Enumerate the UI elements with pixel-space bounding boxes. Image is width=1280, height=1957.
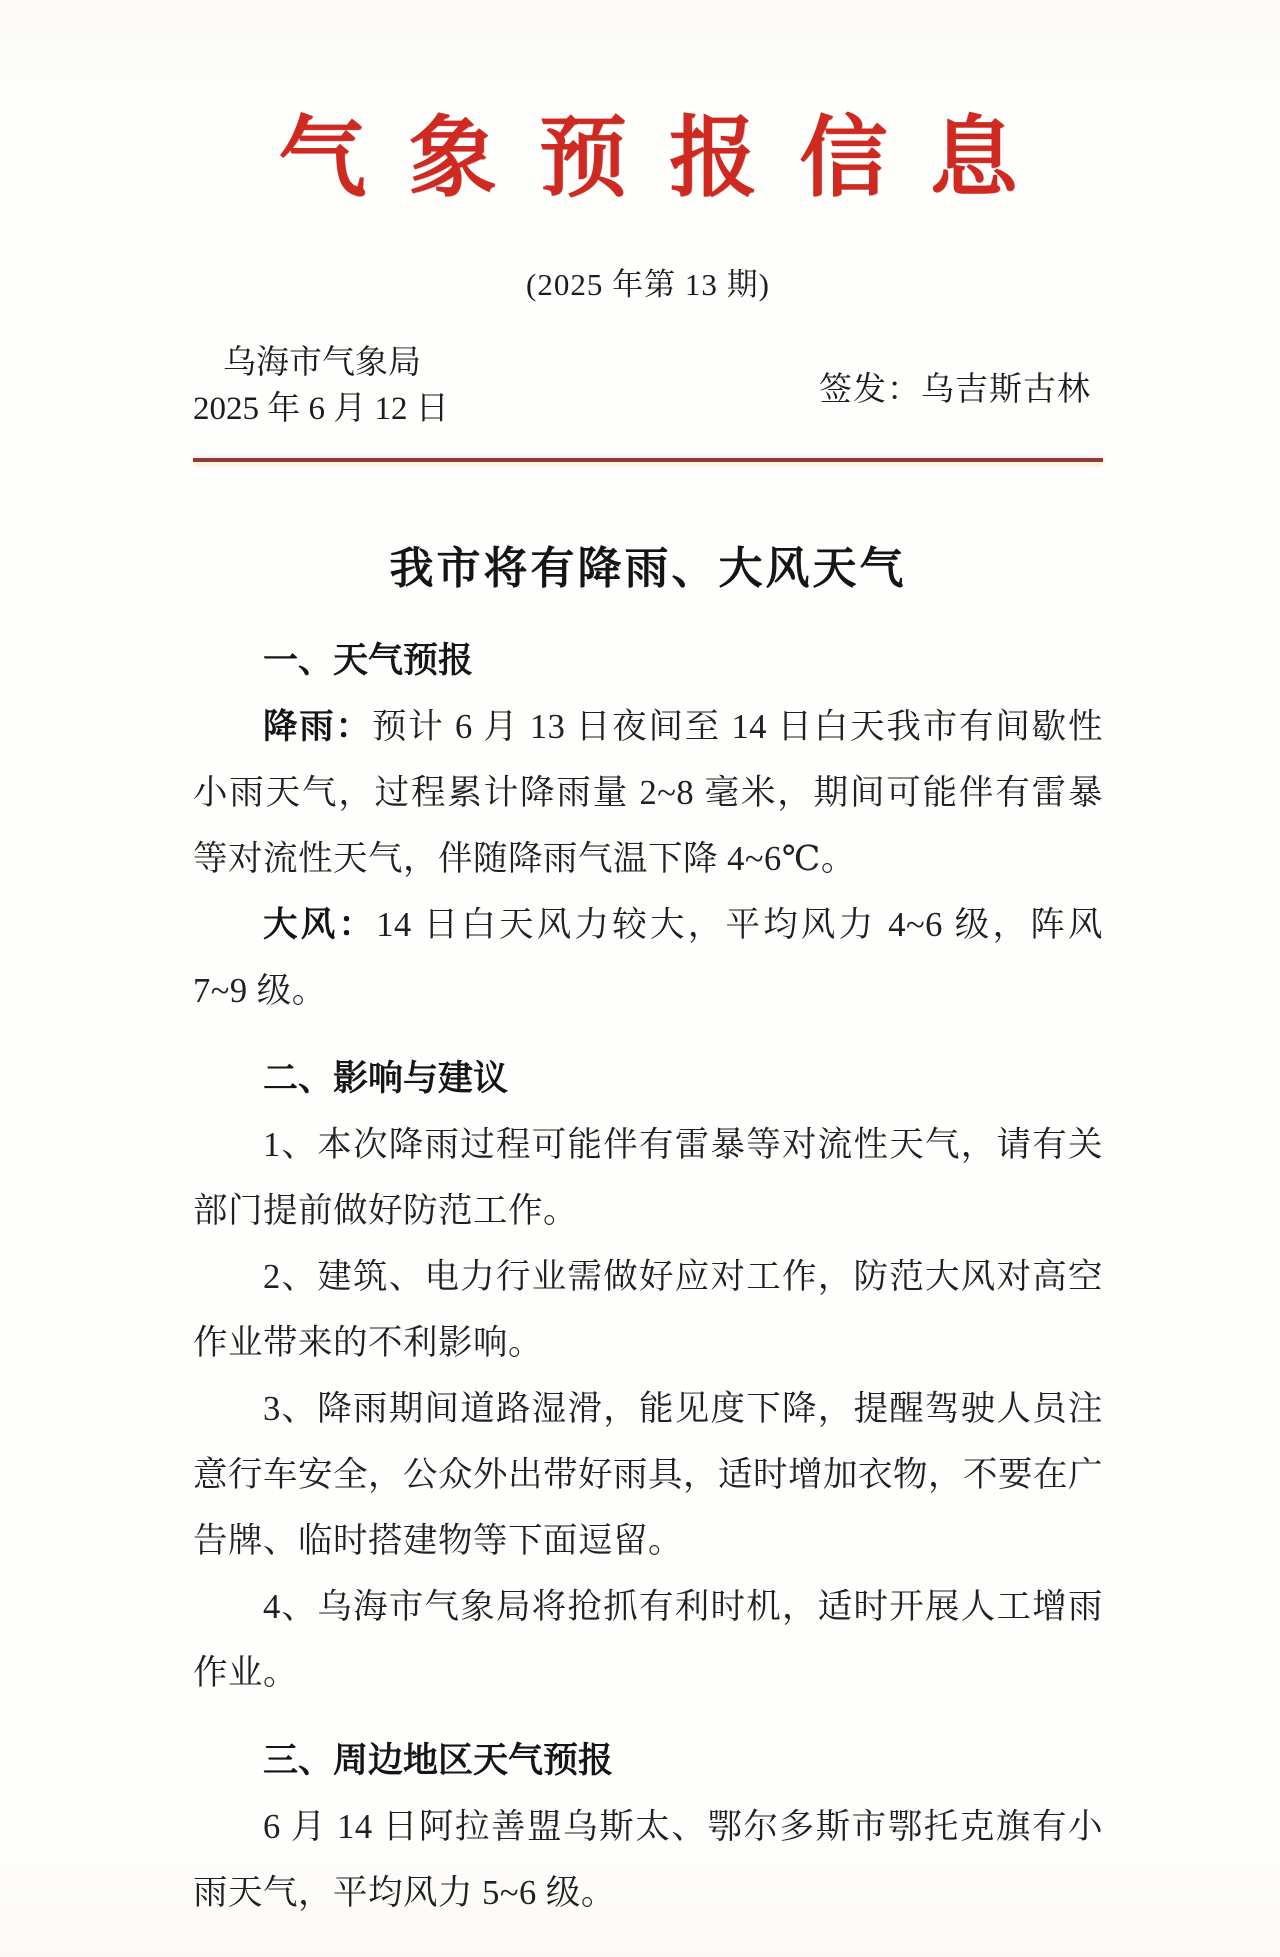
advice-item-4: 4、乌海市气象局将抢抓有利时机，适时开展人工增雨作业。: [193, 1588, 1103, 1693]
advice-item-3: 3、降雨期间道路湿滑，能见度下降，提醒驾驶人员注意行车安全，公众外出带好雨具，适时增加衣物，不要在广告牌、临时搭建物等下面逗留。: [193, 1390, 1103, 1561]
section-title-impact-advice: 二、影响与建议: [263, 1059, 509, 1099]
issuer-signature: 签发：乌吉斯古林: [819, 372, 1091, 409]
paragraph-wind: [193, 892, 1103, 1024]
surrounding-forecast-text: 6 月 14 日阿拉善盟乌斯太、鄂尔多斯市鄂托克旗有小雨天气，平均风力 5~6 级。: [193, 1808, 1103, 1913]
document-body: [193, 532, 1103, 1926]
header-meta-left: [193, 340, 449, 432]
paragraph-rain-lead: 降雨：: [263, 708, 372, 747]
issue-number: (2025 年第 13 期): [526, 267, 770, 303]
document-content: [193, 0, 1103, 1926]
paragraph-wind-lead: 大风：: [263, 906, 377, 945]
section-title-weather-forecast: 一、天气预报: [263, 641, 474, 681]
header-divider-rule: [193, 458, 1103, 462]
paragraph-rain: [193, 694, 1103, 892]
paragraph-rain-text: 预计 6 月 13 日夜间至 14 日白天我市有间歇性小雨天气，过程累计降雨量 2~8 毫米，期间可能伴有雷暴等对流性天气，伴随降雨气温下降 4~6℃。: [193, 708, 1103, 879]
agency-name: 乌海市气象局: [223, 345, 421, 382]
document-header: [193, 0, 1103, 462]
header-meta-row: [193, 340, 1103, 432]
paragraph-wind-text: 14 日白天风力较大，平均风力 4~6 级，阵风 7~9 级。: [193, 906, 1104, 1011]
document-title: 气象预报信息: [278, 111, 1060, 208]
advice-item-1: 1、本次降雨过程可能伴有雷暴等对流性天气，请有关部门提前做好防范工作。: [193, 1126, 1103, 1231]
issue-date: 2025 年 6 月 12 日: [193, 391, 449, 428]
bulletin-heading: 我市将有降雨、大风天气: [389, 544, 907, 594]
section-title-surrounding-forecast: 三、周边地区天气预报: [263, 1741, 614, 1781]
advice-item-2: 2、建筑、电力行业需做好应对工作，防范大风对高空作业带来的不利影响。: [193, 1258, 1103, 1363]
